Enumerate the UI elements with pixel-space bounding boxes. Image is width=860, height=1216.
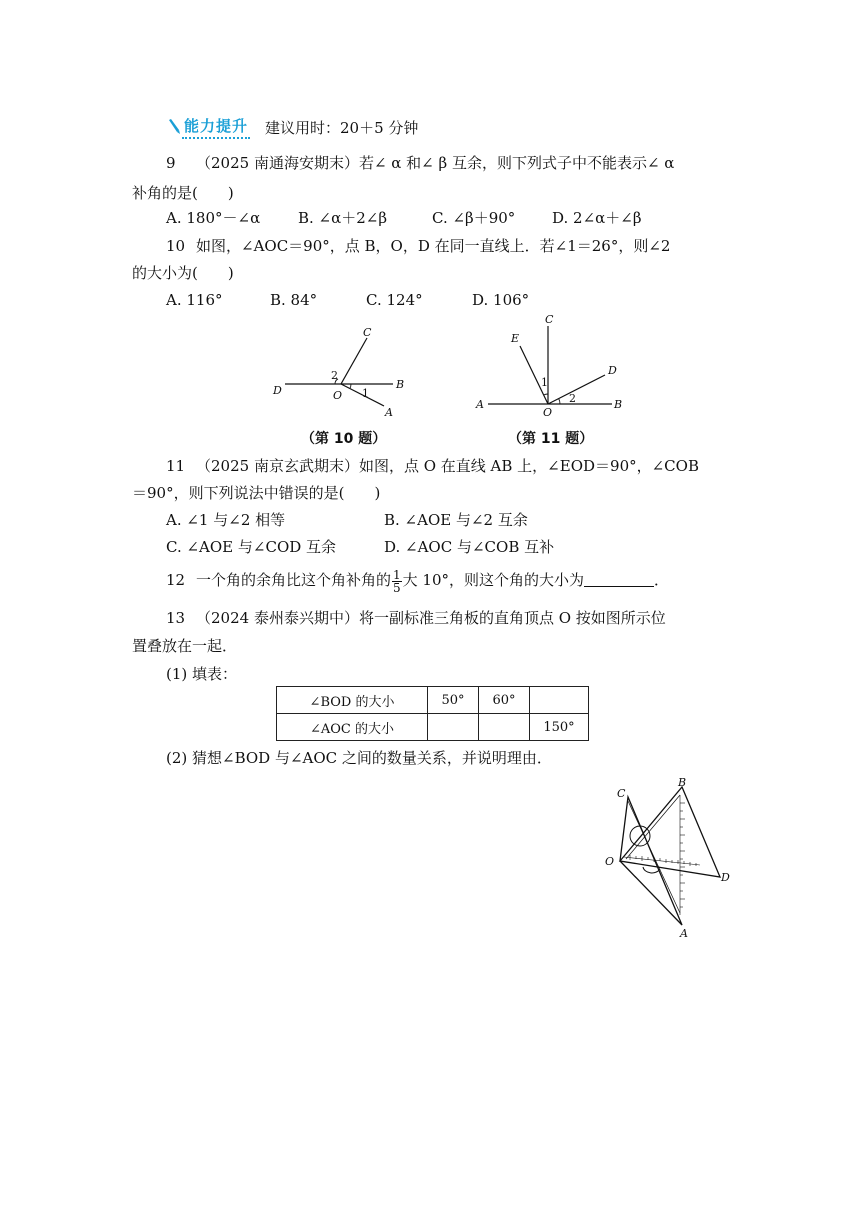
table-cell: 60° [479, 687, 530, 714]
q11-option-a: A. ∠1 与∠2 相等 [166, 511, 286, 529]
fig11-angle-1: 1 [541, 376, 548, 389]
q10-option-c: C. 124° [366, 291, 423, 309]
q13-stem-line1 [166, 608, 666, 628]
q11-stem-line1 [166, 456, 699, 476]
q10-stem-a: 如图，∠AOC＝90°，点 B，O，D 在同一直线上．若∠1＝26°，则∠2 [196, 237, 671, 255]
q12-number: 12 [166, 571, 186, 589]
q11-option-b: B. ∠AOE 与∠2 互余 [384, 511, 528, 529]
q9-option-b: B. ∠α＋2∠β [298, 209, 388, 227]
fig13-label-a: A [680, 927, 688, 940]
table-row-label: ∠AOC 的大小 [277, 714, 428, 741]
q11-option-c: C. ∠AOE 与∠COD 互余 [166, 538, 337, 556]
table-cell[interactable] [479, 714, 530, 741]
fig10-caption: （第 10 题） [301, 431, 387, 447]
q9-number: 9 [166, 154, 176, 172]
q11-stem-b: ＝90°，则下列说法中错误的是( ) [132, 484, 381, 502]
fig11-label-b: B [614, 398, 623, 411]
time-hint: 建议用时：20＋5 分钟 [265, 119, 419, 137]
fig13-label-d: D [721, 871, 730, 884]
fig13-label-b: B [678, 776, 687, 789]
fig11-label-d: D [608, 364, 617, 377]
section-badge [166, 115, 250, 139]
section-title: 能力提升 [182, 115, 250, 139]
q12-stem-end: ． [654, 571, 670, 589]
q12-answer-blank[interactable] [584, 572, 654, 587]
fig11-caption: （第 11 题） [508, 431, 594, 447]
figure-10 [265, 320, 425, 430]
q13-number: 13 [166, 609, 186, 627]
q9-source: （2025 南通海安期末） [196, 154, 359, 172]
figure-13 [600, 775, 745, 945]
q9-option-d: D. 2∠α＋∠β [552, 209, 642, 227]
fig13-label-o: O [605, 855, 615, 868]
fig11-label-a: A [476, 398, 484, 411]
table-cell: 150° [530, 714, 589, 741]
figure-11 [470, 312, 640, 422]
fig10-angle-1: 1 [362, 387, 369, 400]
table-cell[interactable] [428, 714, 479, 741]
q13-part1: (1) 填表： [166, 665, 238, 683]
q13-part2: (2) 猜想∠BOD 与∠AOC 之间的数量关系，并说明理由． [166, 749, 552, 767]
table-row [277, 687, 589, 714]
q12-frac-den: 5 [393, 580, 401, 595]
q9-option-c: C. ∠β＋90° [432, 209, 516, 227]
q12-stem-after: 大 10°，则这个角的大小为 [402, 571, 585, 589]
fig10-label-b: B [396, 378, 405, 391]
q10-option-b: B. 84° [270, 291, 318, 309]
q11-source: （2025 南京玄武期末） [196, 457, 359, 475]
fig11-label-e: E [511, 332, 520, 345]
pencil-icon [166, 118, 182, 136]
table-cell[interactable] [530, 687, 589, 714]
fig10-angle-2: 2 [331, 369, 338, 382]
q13-stem-a: 将一副标准三角板的直角顶点 O 按如图所示位 [358, 609, 666, 627]
q10-stem-b: 的大小为( ) [132, 264, 234, 282]
q10-number: 10 [166, 237, 186, 255]
q10-option-d: D. 106° [472, 291, 530, 309]
q11-number: 11 [166, 457, 186, 475]
q12-frac-num: 1 [393, 567, 401, 582]
fig10-label-c: C [363, 326, 372, 339]
q9-stem-line1 [166, 153, 674, 173]
fig10-label-d: D [273, 384, 282, 397]
fig13-label-c: C [617, 787, 626, 800]
q10-option-a: A. 116° [166, 291, 223, 309]
q10-stem-line1 [166, 236, 670, 256]
table-row-label: ∠BOD 的大小 [277, 687, 428, 714]
table-row [277, 714, 589, 741]
q9-option-a: A. 180°－∠α [166, 209, 261, 227]
q12-fraction [392, 569, 402, 594]
q11-stem-a: 如图，点 O 在直线 AB 上，∠EOD＝90°，∠COB [358, 457, 699, 475]
q9-stem-b: 补角的是( ) [132, 184, 234, 202]
fig10-label-o: O [333, 389, 343, 402]
q13-fill-table [276, 686, 589, 741]
table-cell: 50° [428, 687, 479, 714]
q9-stem-a: 若∠ α 和∠ β 互余，则下列式子中不能表示∠ α [358, 154, 675, 172]
q13-source: （2024 泰州泰兴期中） [196, 609, 359, 627]
q12-stem-before: 一个角的余角比这个角补角的 [196, 571, 392, 589]
fig11-label-c: C [545, 313, 554, 326]
q11-option-d: D. ∠AOC 与∠COB 互补 [384, 538, 555, 556]
fig10-label-a: A [385, 406, 393, 419]
fig11-label-o: O [543, 406, 553, 419]
fig11-angle-2: 2 [569, 392, 576, 405]
q13-stem-b: 置叠放在一起． [132, 637, 238, 655]
q12-stem [166, 566, 669, 594]
